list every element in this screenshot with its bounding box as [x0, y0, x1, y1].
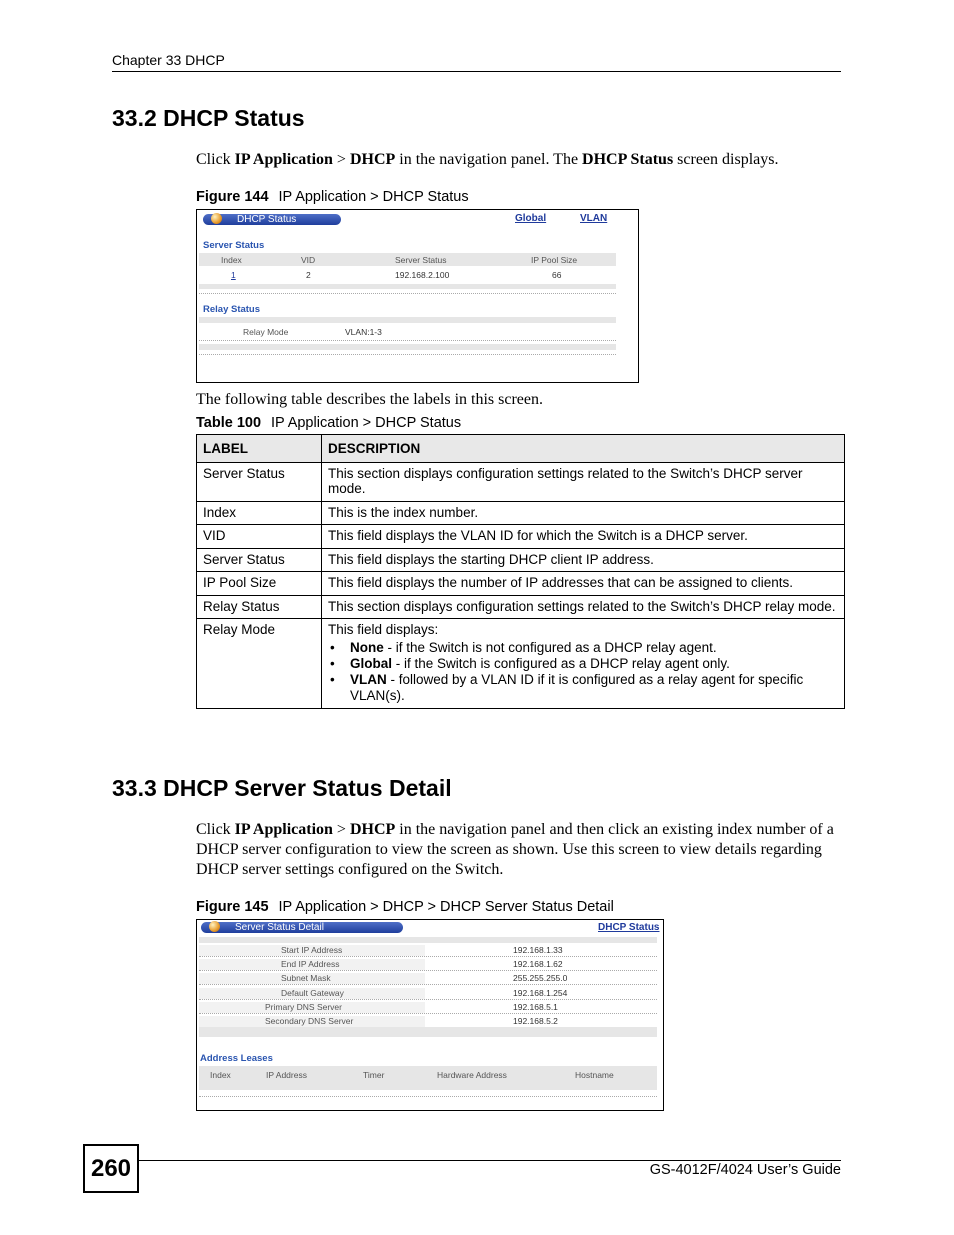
bullet-list	[328, 640, 838, 704]
figure-144-screenshot	[196, 209, 639, 383]
detail-label: Start IP Address	[281, 945, 343, 955]
table-label: Table 100	[196, 415, 262, 431]
row-description	[322, 572, 845, 596]
description-text: This section displays configuration settings related to the Switch’s DHCP server mode.	[328, 465, 803, 496]
divider	[199, 293, 616, 294]
global-link[interactable]: Global	[515, 213, 547, 224]
divider	[199, 340, 616, 341]
bold-term: DHCP	[349, 151, 396, 168]
section-title-dhcp-status: 33.2 DHCP Status	[112, 105, 305, 131]
status-orb-icon	[209, 921, 220, 932]
bullet-term: None	[350, 639, 384, 655]
description-text: This section displays configuration settings related to the Switch’s DHCP relay mode.	[328, 598, 836, 614]
text-run: Click	[196, 151, 235, 168]
table-row	[197, 548, 845, 572]
panel-title: DHCP Status	[237, 214, 297, 225]
detail-value: 192.168.5.2	[513, 1016, 558, 1026]
figure-145-caption	[196, 899, 614, 915]
dhcp-status-link[interactable]: DHCP Status	[598, 922, 660, 933]
row-description	[322, 619, 845, 709]
row-description	[322, 548, 845, 572]
divider	[199, 1096, 657, 1097]
vid-value: 2	[306, 270, 311, 280]
detail-label: Default Gateway	[281, 987, 344, 998]
table-100-caption	[196, 415, 461, 431]
detail-value: 255.255.255.0	[513, 973, 568, 984]
lease-col-hostname: Hostname	[575, 1070, 614, 1080]
header-description: DESCRIPTION	[322, 435, 845, 463]
server-status-heading: Server Status	[203, 240, 265, 251]
section-title-server-status-detail: 33.3 DHCP Server Status Detail	[112, 775, 452, 801]
figure-title: IP Application > DHCP > DHCP Server Status Detail	[278, 899, 614, 915]
description-text: This field displays:	[328, 622, 439, 637]
bold-term: DHCP	[349, 821, 396, 838]
text-run: in the navigation panel and then click an existing index number of a DHCP server configuration to view the screen as shown. Use this screen to view details regarding DHCP server settings configured on the Switch.	[196, 821, 834, 878]
table-row	[197, 572, 845, 596]
text-run: in the navigation panel. The	[395, 151, 583, 168]
divider	[199, 1013, 657, 1014]
description-text: This is the index number.	[328, 504, 479, 520]
lease-col-ip-address: IP Address	[266, 1070, 307, 1080]
table-row	[197, 619, 845, 709]
pool-size-value: 66	[552, 270, 562, 280]
bullet-term: Global	[350, 655, 393, 671]
description-text: This field displays the number of IP addresses that can be assigned to clients.	[328, 575, 794, 590]
label-description-table	[196, 434, 845, 709]
bullet-text: - if the Switch is configured as a DHCP relay agent only.	[392, 655, 730, 671]
bullet-text: - followed by a VLAN ID if it is configured as a relay agent for specific VLAN(s).	[350, 671, 804, 703]
detail-table-header	[199, 937, 657, 943]
figure-title: IP Application > DHCP Status	[278, 189, 469, 205]
divider	[199, 956, 657, 957]
table-header-row	[197, 435, 845, 463]
row-label: Index	[197, 501, 322, 525]
figure-label: Figure 145	[196, 899, 269, 915]
panel-title-bar	[201, 922, 403, 933]
vlan-link[interactable]: VLAN	[580, 213, 608, 224]
detail-label: Subnet Mask	[281, 973, 331, 984]
bold-term: IP Application	[234, 151, 333, 168]
divider	[199, 970, 657, 971]
header-rule	[112, 71, 841, 72]
bold-term: DHCP Status	[582, 151, 674, 168]
panel-title: Server Status Detail	[235, 922, 324, 933]
description-text: This field displays the starting DHCP client IP address.	[328, 551, 654, 567]
row-label: Relay Mode	[197, 619, 322, 709]
text-run: screen displays.	[673, 151, 779, 168]
relay-mode-value: VLAN:1-3	[345, 327, 382, 337]
table-row	[197, 595, 845, 619]
page-number: 260	[83, 1144, 139, 1193]
bullet-term: VLAN	[350, 671, 387, 687]
bullet-item	[328, 656, 838, 672]
figure-145-screenshot	[196, 919, 664, 1111]
relay-mode-label: Relay Mode	[243, 327, 289, 337]
server-table-footer	[199, 284, 616, 289]
relay-table-header	[199, 317, 616, 323]
col-ip-pool-size: IP Pool Size	[531, 255, 578, 265]
detail-label: End IP Address	[281, 959, 340, 970]
server-status-value: 192.168.2.100	[395, 270, 450, 280]
figure-label: Figure 144	[196, 189, 269, 205]
col-vid: VID	[301, 255, 316, 265]
bullet-item	[328, 672, 838, 704]
table-row	[197, 501, 845, 525]
detail-value: 192.168.1.254	[513, 987, 568, 998]
row-description	[322, 595, 845, 619]
lease-col-hardware-address: Hardware Address	[437, 1070, 507, 1080]
relay-status-heading: Relay Status	[203, 304, 261, 315]
col-server-status: Server Status	[395, 255, 447, 265]
row-description	[322, 501, 845, 525]
after-figure-text: The following table describes the labels in this screen.	[196, 391, 544, 408]
text-run: >	[332, 151, 350, 168]
footer-rule	[139, 1160, 841, 1161]
bullet-text: - if the Switch is not configured as a DHCP relay agent.	[383, 639, 717, 655]
figure-144-caption	[196, 189, 469, 205]
address-leases-heading: Address Leases	[200, 1053, 273, 1064]
row-label: Relay Status	[197, 595, 322, 619]
detail-label: Primary DNS Server	[265, 1001, 342, 1012]
panel-title-bar	[203, 214, 341, 225]
table-row	[197, 462, 845, 501]
divider	[199, 984, 657, 985]
guide-title: GS-4012F/4024 User’s Guide	[649, 1162, 841, 1178]
col-index: Index	[221, 255, 242, 265]
divider	[199, 354, 616, 355]
chapter-header: Chapter 33 DHCP	[112, 52, 225, 68]
bold-term: IP Application	[234, 821, 333, 838]
row-label: Server Status	[197, 462, 322, 501]
header-label: LABEL	[197, 435, 322, 463]
table-title: IP Application > DHCP Status	[271, 415, 462, 431]
lease-col-index: Index	[210, 1070, 231, 1080]
detail-value: 192.168.1.62	[513, 959, 563, 970]
detail-table-footer	[199, 1027, 657, 1037]
status-orb-icon	[211, 213, 222, 224]
detail-value: 192.168.5.1	[513, 1001, 558, 1012]
index-link[interactable]: 1	[231, 270, 236, 280]
text-run: >	[332, 821, 350, 838]
table-row	[197, 525, 845, 549]
row-description	[322, 462, 845, 501]
section1-intro	[196, 150, 844, 170]
bullet-item	[328, 640, 838, 656]
row-label: VID	[197, 525, 322, 549]
divider	[199, 999, 657, 1000]
relay-table-footer	[199, 344, 616, 350]
description-text: This field displays the VLAN ID for which the Switch is a DHCP server.	[328, 528, 748, 543]
row-description	[322, 525, 845, 549]
row-label: Server Status	[197, 548, 322, 572]
detail-label: Secondary DNS Server	[265, 1016, 354, 1026]
section2-intro	[196, 820, 844, 880]
lease-col-timer: Timer	[363, 1070, 385, 1080]
text-run: Click	[196, 821, 235, 838]
detail-value: 192.168.1.33	[513, 945, 563, 955]
row-label: IP Pool Size	[197, 572, 322, 596]
